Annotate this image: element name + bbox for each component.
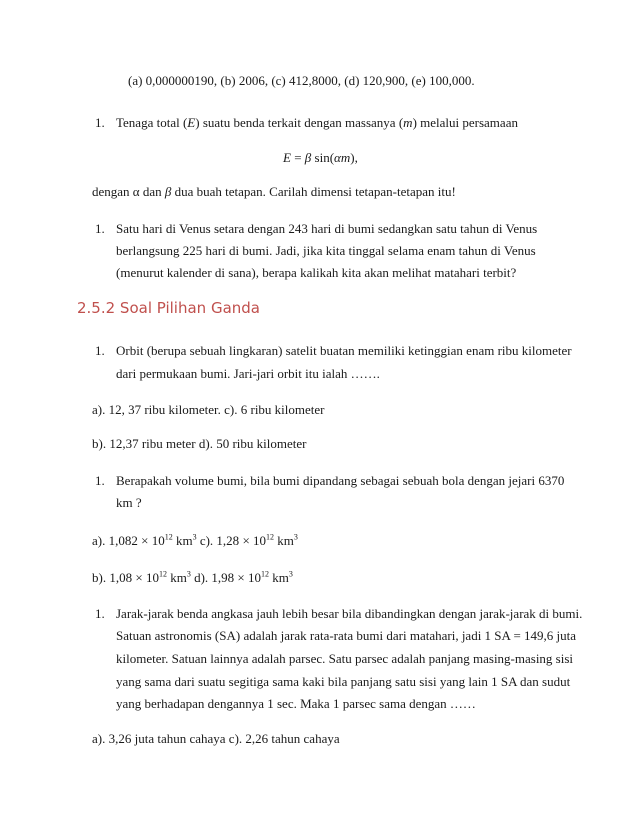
question-venus-line1: Satu hari di Venus setara dengan 243 hari di bumi sedangkan satu tahun di Venus xyxy=(116,221,538,236)
volume-options-b-d: b). $1,08 \times 10^{12}$ $km^3$ d). $1,98 \times 10^{12}$ $km^3$ xyxy=(92,569,293,585)
question-number-volume: 1. xyxy=(95,473,105,488)
question-parsec-line2: Satuan astronomis (SA) adalah jarak rata-rata bumi dari matahari, jadi 1 SA = 149,6 juta xyxy=(116,628,577,643)
question-parsec-line3: kilometer. Satuan lainnya adalah parsec. Satu parsec adalah panjang masing-masing sisi xyxy=(116,651,574,666)
question-number-orbit: 1. xyxy=(95,343,105,358)
question-number-energy: 1. xyxy=(95,115,105,130)
question-orbit-line2: dari permukaan bumi. Jari-jari orbit itu ialah ……. xyxy=(116,366,380,381)
question-parsec-line1: Jarak-jarak benda angkasa jauh lebih besar bila dibandingkan dengan jarak-jarak di bumi. xyxy=(116,606,583,621)
question-number-venus: 1. xyxy=(95,221,105,236)
question-orbit-line1: Orbit (berupa sebuah lingkaran) satelit buatan memiliki ketinggian enam ribu kilometer xyxy=(116,343,572,358)
orbit-options-a-c: a). 12, 37 ribu kilometer. c). 6 ribu kilometer xyxy=(92,402,325,417)
orbit-options-b-d: b). 12,37 ribu meter d). 50 ribu kilometer xyxy=(92,436,307,451)
question-energy-continuation: dengan α dan β dua buah tetapan. Carilah dimensi tetapan-tetapan itu! xyxy=(92,184,456,199)
question-parsec-line4: yang sama dari suatu segitiga sama kaki bila panjang satu sisi yang lain 1 SA dan sudut xyxy=(116,674,571,689)
question-energy-text: Tenaga total (E) suatu benda terkait dengan massanya (m) melalui persamaan xyxy=(116,115,518,130)
question-venus-line2: berlangsung 225 hari di bumi. Jadi, jika kita tinggal selama enam tahun di Venus xyxy=(116,243,536,258)
energy-equation: E = β sin(αm), xyxy=(283,150,358,165)
section-heading: 2.5.2 Soal Pilihan Ganda xyxy=(77,299,260,317)
question-volume-line2: km ? xyxy=(116,495,142,510)
question-venus-line3: (menurut kalender di sana), berapa kalikah kita akan melihat matahari terbit? xyxy=(116,265,517,280)
answer-line-top: (a) 0,000000190, (b) 2006, (c) 412,8000, (d) 120,900, (e) 100,000. xyxy=(128,73,475,88)
question-parsec-line5: yang berhadapan dengannya 1 sec. Maka 1 parsec sama dengan …… xyxy=(116,696,476,711)
volume-options-a-c: a). $1,082 \times 10^{12}$ $km^3$ c). $1,28 \times 10^{12}$ $km^3$ xyxy=(92,532,298,548)
parsec-options-a-c: a). 3,26 juta tahun cahaya c). 2,26 tahun cahaya xyxy=(92,731,340,746)
question-number-parsec: 1. xyxy=(95,606,105,621)
question-volume-line1: Berapakah volume bumi, bila bumi dipandang sebagai sebuah bola dengan jejari 6370 xyxy=(116,473,565,488)
